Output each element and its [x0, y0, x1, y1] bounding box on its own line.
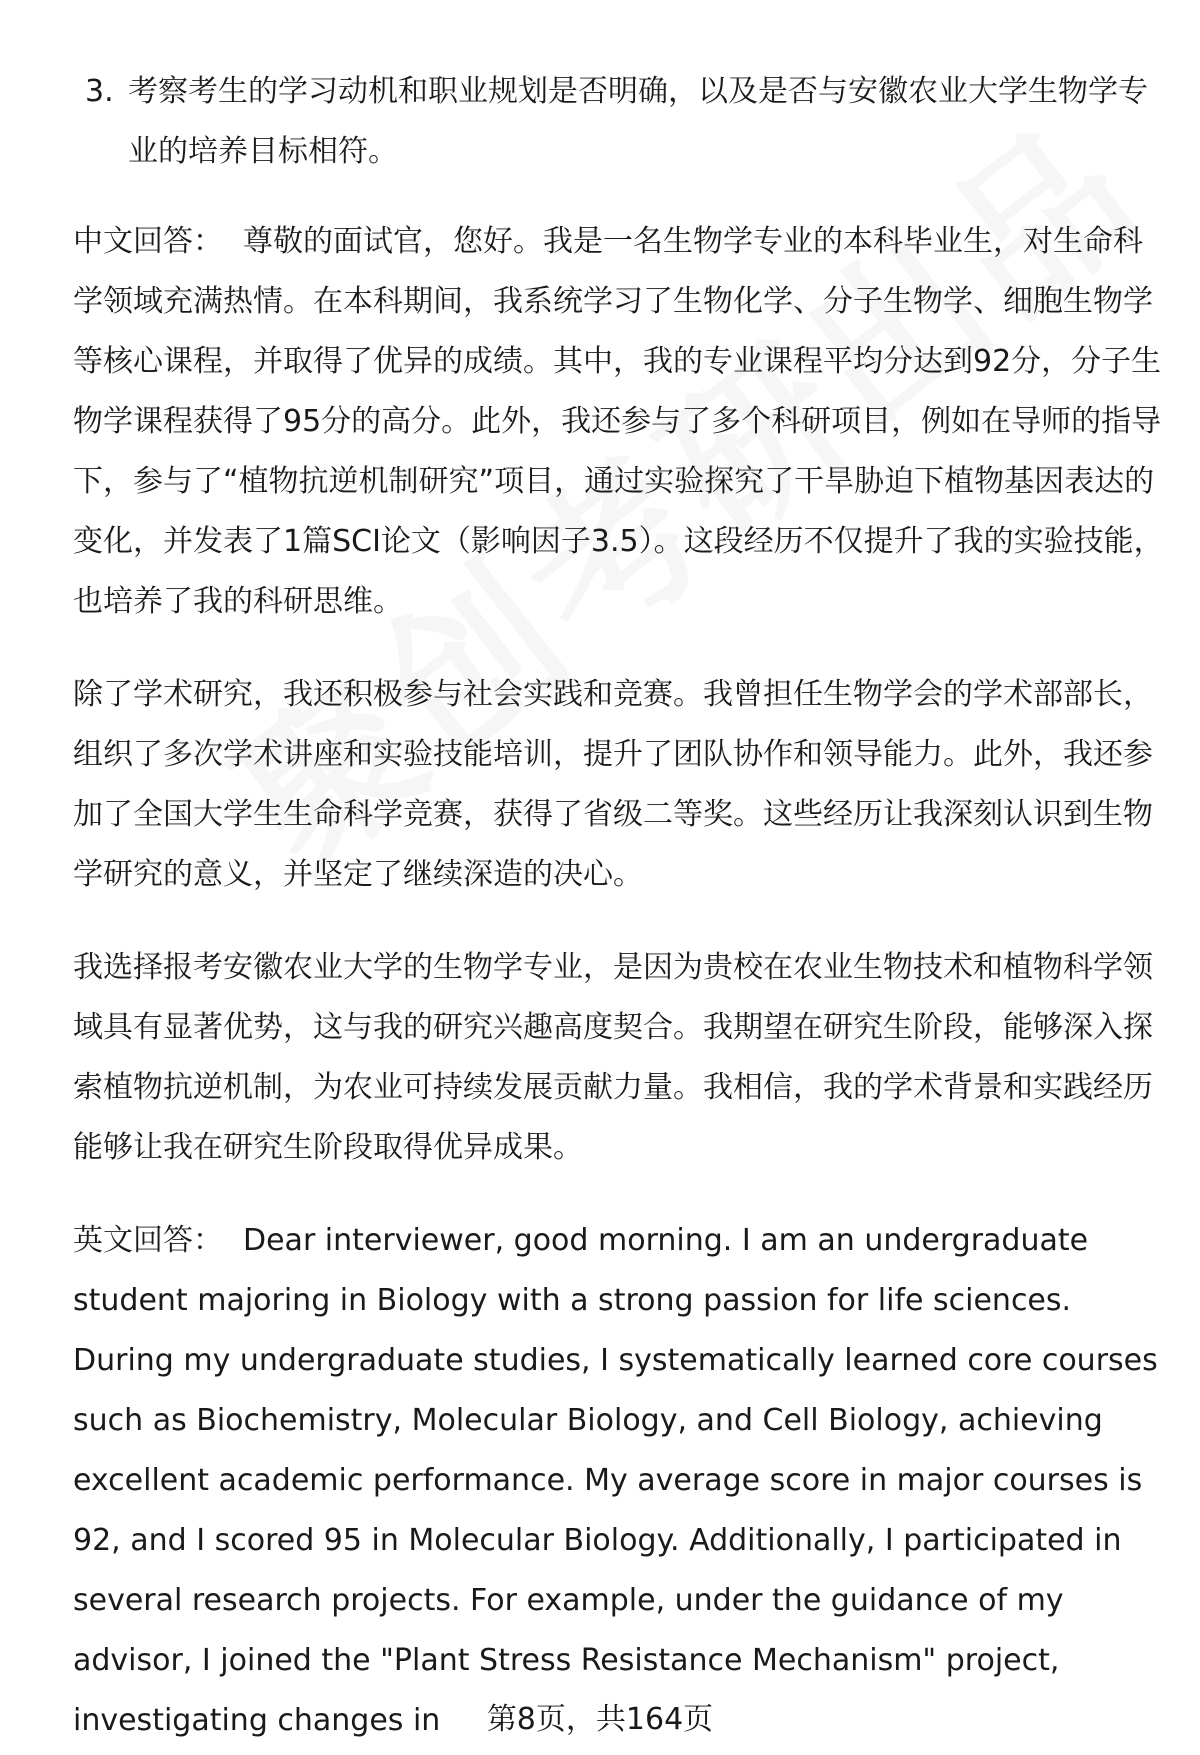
answer-cn-paragraph-2: 除了学术研究，我还积极参与社会实践和竞赛。我曾担任生物学会的学术部部长，组织了多次学术讲座和实验技能培训，提升了团队协作和领导能力。此外，我还参加了全国大学生生命科学竞赛，获得了省级二等奖。这些经历让我深刻认识到生物学研究的意义，并坚定了继续深造的决心。: [73, 677, 1153, 892]
question-item: [73, 62, 1165, 182]
answer-en-label: 英文回答：: [73, 1223, 223, 1258]
question-number: 3.: [85, 74, 114, 109]
question-text: 考察考生的学习动机和职业规划是否明确，以及是否与安徽农业大学生物学专业的培养目标相符。: [128, 74, 1148, 169]
page-number-footer: 第8页，共164页: [486, 1702, 714, 1737]
answer-en-paragraph: [73, 1211, 1165, 1751]
answer-cn-label: 中文回答：: [73, 224, 223, 259]
answer-cn-paragraph-1: [73, 212, 1165, 632]
answer-en-text: Dear interviewer, good morning. I am an undergraduate student majoring in Biology with a strong passion for life sciences. During my undergraduate studies, I systematically learned core courses such as Biochemistry, Molecular Biology, and Cell Biology, achieving excellent academic performance. My average score in major courses is 92, and I scored 95 in Molecular Biology. Additionally, I participated in several research projects. For example, under the guidance of my advisor, I joined the "Plant Stress Resistance Mechanism" project, investigating changes in: [73, 1223, 1158, 1738]
answer-cn-paragraph-3: 我选择报考安徽农业大学的生物学专业，是因为贵校在农业生物技术和植物科学领域具有显著优势，这与我的研究兴趣高度契合。我期望在研究生阶段，能够深入探索植物抗逆机制，为农业可持续发展贡献力量。我相信，我的学术背景和实践经历能够让我在研究生阶段取得优异成果。: [73, 950, 1153, 1165]
document-page: [73, 62, 1165, 1751]
answer-cn-text-1: 尊敬的面试官，您好。我是一名生物学专业的本科毕业生，对生命科学领域充满热情。在本科期间，我系统学习了生物化学、分子生物学、细胞生物学等核心课程，并取得了优异的成绩。其中，我的专业课程平均分达到92分，分子生物学课程获得了95分的高分。此外，我还参与了多个科研项目，例如在导师的指导下，参与了“植物抗逆机制研究”项目，通过实验探究了干旱胁迫下植物基因表达的变化，并发表了1篇SCI论文（影响因子3.5）。这段经历不仅提升了我的实验技能，也培养了我的科研思维。: [73, 224, 1164, 619]
